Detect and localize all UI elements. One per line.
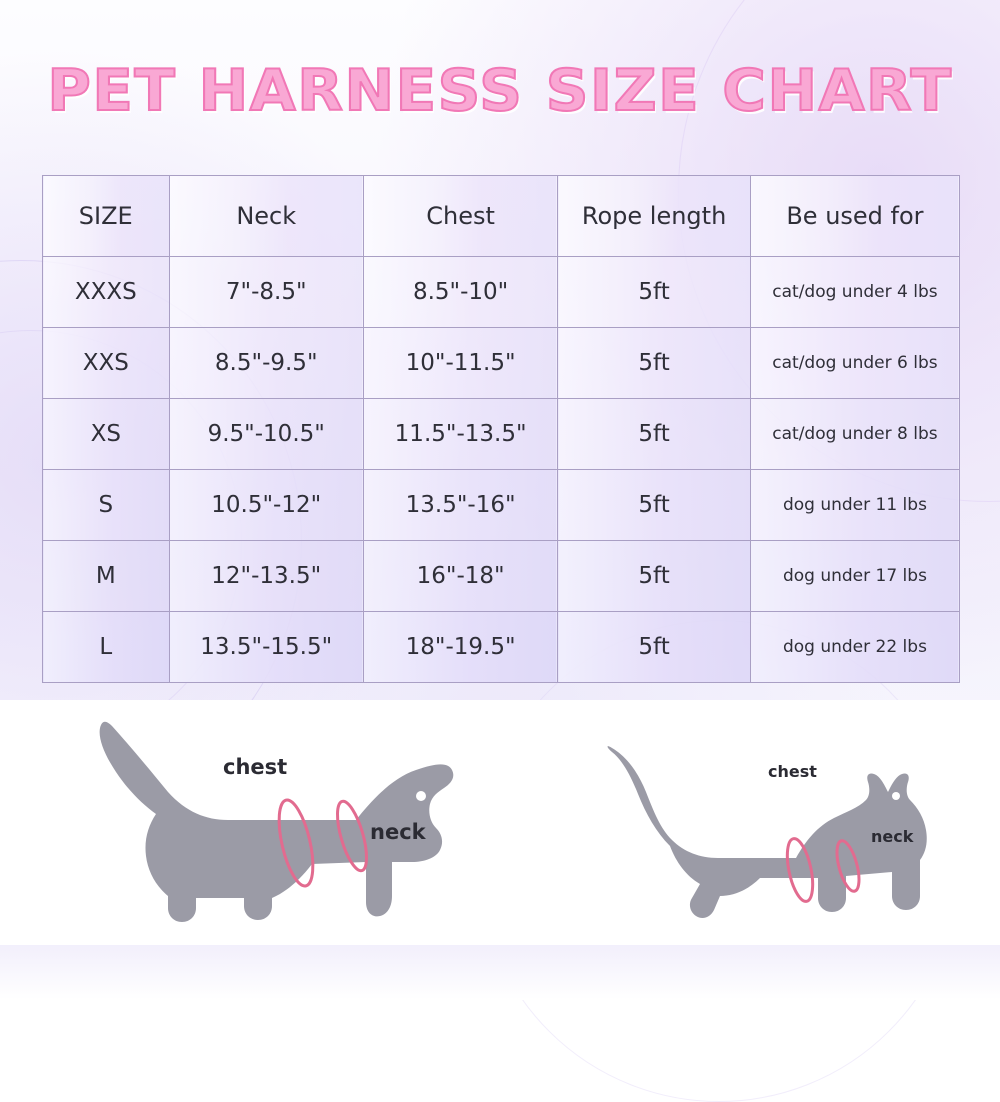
cell-neck: 12"-13.5"	[169, 541, 363, 612]
table-body	[43, 257, 960, 683]
column-header-size: SIZE	[43, 176, 170, 257]
page-title: PET HARNESS SIZE CHART	[47, 58, 953, 124]
cell-neck: 13.5"-15.5"	[169, 612, 363, 683]
pet-silhouettes-svg	[0, 700, 1000, 945]
column-header-neck: Neck	[169, 176, 363, 257]
cat-chest-label: chest	[768, 762, 817, 781]
table-header	[43, 176, 960, 257]
cell-neck: 7"-8.5"	[169, 257, 363, 328]
bottom-gradient-strip	[0, 945, 1000, 1000]
cell-neck: 9.5"-10.5"	[169, 399, 363, 470]
cell-use: dog under 17 lbs	[750, 541, 959, 612]
cell-use: dog under 22 lbs	[750, 612, 959, 683]
cell-use: cat/dog under 8 lbs	[750, 399, 959, 470]
dog-chest-label: chest	[223, 755, 288, 779]
size-table-container	[42, 175, 960, 683]
cell-rope: 5ft	[558, 399, 751, 470]
table-row	[43, 470, 960, 541]
cell-rope: 5ft	[558, 612, 751, 683]
cell-size: XXS	[43, 328, 170, 399]
cell-chest: 10"-11.5"	[363, 328, 557, 399]
cell-use: cat/dog under 4 lbs	[750, 257, 959, 328]
cell-chest: 8.5"-10"	[363, 257, 557, 328]
table-row	[43, 399, 960, 470]
column-header-rope-length: Rope length	[558, 176, 751, 257]
cat-neck-label: neck	[871, 827, 914, 846]
table-header-row	[43, 176, 960, 257]
cell-chest: 11.5"-13.5"	[363, 399, 557, 470]
cell-chest: 18"-19.5"	[363, 612, 557, 683]
cell-rope: 5ft	[558, 470, 751, 541]
cell-rope: 5ft	[558, 541, 751, 612]
cell-neck: 10.5"-12"	[169, 470, 363, 541]
table-row	[43, 257, 960, 328]
measurement-illustration	[0, 700, 1000, 945]
cell-size: S	[43, 470, 170, 541]
cell-use: dog under 11 lbs	[750, 470, 959, 541]
column-header-be-used-for: Be used for	[750, 176, 959, 257]
cell-rope: 5ft	[558, 328, 751, 399]
cell-size: XXXS	[43, 257, 170, 328]
table-row	[43, 328, 960, 399]
cell-use: cat/dog under 6 lbs	[750, 328, 959, 399]
cell-size: L	[43, 612, 170, 683]
cell-rope: 5ft	[558, 257, 751, 328]
column-header-chest: Chest	[363, 176, 557, 257]
cell-chest: 13.5"-16"	[363, 470, 557, 541]
table-row	[43, 541, 960, 612]
size-table	[42, 175, 960, 683]
cell-size: XS	[43, 399, 170, 470]
table-row	[43, 612, 960, 683]
dog-neck-label: neck	[370, 820, 426, 844]
cell-chest: 16"-18"	[363, 541, 557, 612]
cell-neck: 8.5"-9.5"	[169, 328, 363, 399]
cell-size: M	[43, 541, 170, 612]
